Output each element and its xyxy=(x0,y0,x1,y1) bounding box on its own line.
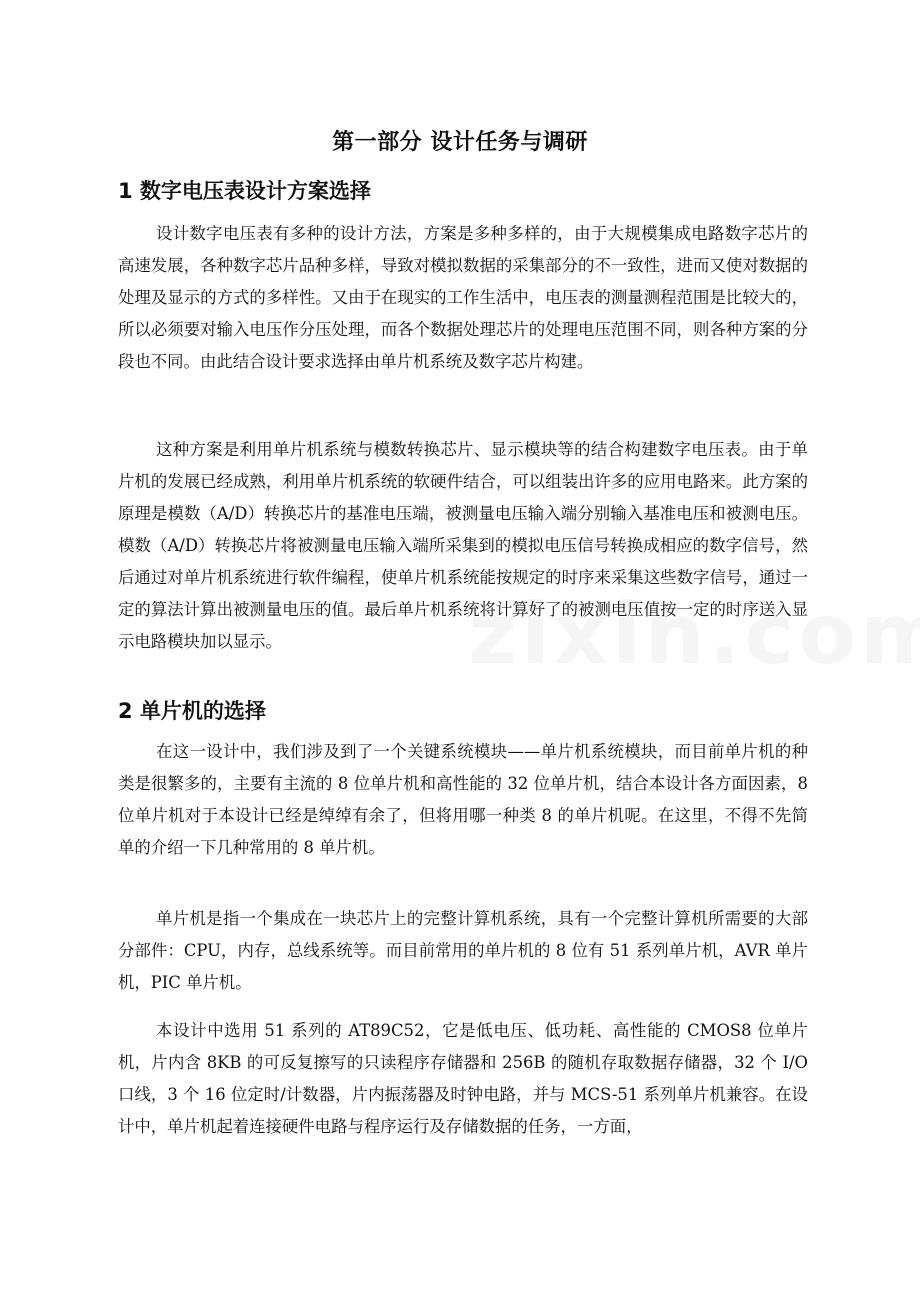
paragraph-2-3: 本设计中选用 51 系列的 AT89C52，它是低电压、低功耗、高性能的 CMOS8 位单片机，片内含 8KB 的可反复擦写的只读程序存储器和 256B 的随机存取数据存储器，32 个 I/O 口线，3 个 16 位定时/计数器，片内振荡器及时钟电路，并与 MCS-51 系列单片机兼容。在设计中，单片机起着连接硬件电路与程序运行及存储数据的任务，一方面， xyxy=(118,1021,808,1136)
section-heading-2: 2 单片机的选择 xyxy=(118,699,266,723)
part-title: 第一部分 设计任务与调研 xyxy=(332,130,588,155)
paragraph-2-1: 在这一设计中，我们涉及到了一个关键系统模块——单片机系统模块，而目前单片机的种类是很繁多的，主要有主流的 8 位单片机和高性能的 32 位单片机，结合本设计各方面因素，8 位单片机对于本设计已经是绰绰有余了，但将用哪一种类 8 的单片机呢。在这里，不得不先简单的介绍一下几种常用的 8 单片机。 xyxy=(118,742,808,857)
paragraph-1-1: 设计数字电压表有多种的设计方法，方案是多种多样的，由于大规模集成电路数字芯片的高速发展，各种数字芯片品种多样，导致对模拟数据的采集部分的不一致性，进而又使对数据的处理及显示的方式的多样性。又由于在现实的工作生活中，电压表的测量测程范围是比较大的，所以必须要对输入电压作分压处理，而各个数据处理芯片的处理电压范围不同，则各种方案的分段也不同。由此结合设计要求选择由单片机系统及数字芯片构建。 xyxy=(118,224,808,371)
section-heading-1: 1 数字电压表设计方案选择 xyxy=(118,179,371,203)
paragraph-1-2: 这种方案是利用单片机系统与模数转换芯片、显示模块等的结合构建数字电压表。由于单片机的发展已经成熟，利用单片机系统的软硬件结合，可以组装出许多的应用电路来。此方案的原理是模数（A/D）转换芯片的基准电压端，被测量电压输入端分别输入基准电压和被测电压。模数（A/D）转换芯片将被测量电压输入端所采集到的模拟电压信号转换成相应的数字信号，然后通过对单片机系统进行软件编程，使单片机系统能按规定的时序来采集这些数字信号，通过一定的算法计算出被测量电压的值。最后单片机系统将计算好了的被测电压值按一定的时序送入显示电路模块加以显示。 xyxy=(118,440,808,651)
paragraph-2-2: 单片机是指一个集成在一块芯片上的完整计算机系统，具有一个完整计算机所需要的大部分部件：CPU，内存，总线系统等。而目前常用的单片机的 8 位有 51 系列单片机，AVR 单片机，PIC 单片机。 xyxy=(118,909,808,992)
